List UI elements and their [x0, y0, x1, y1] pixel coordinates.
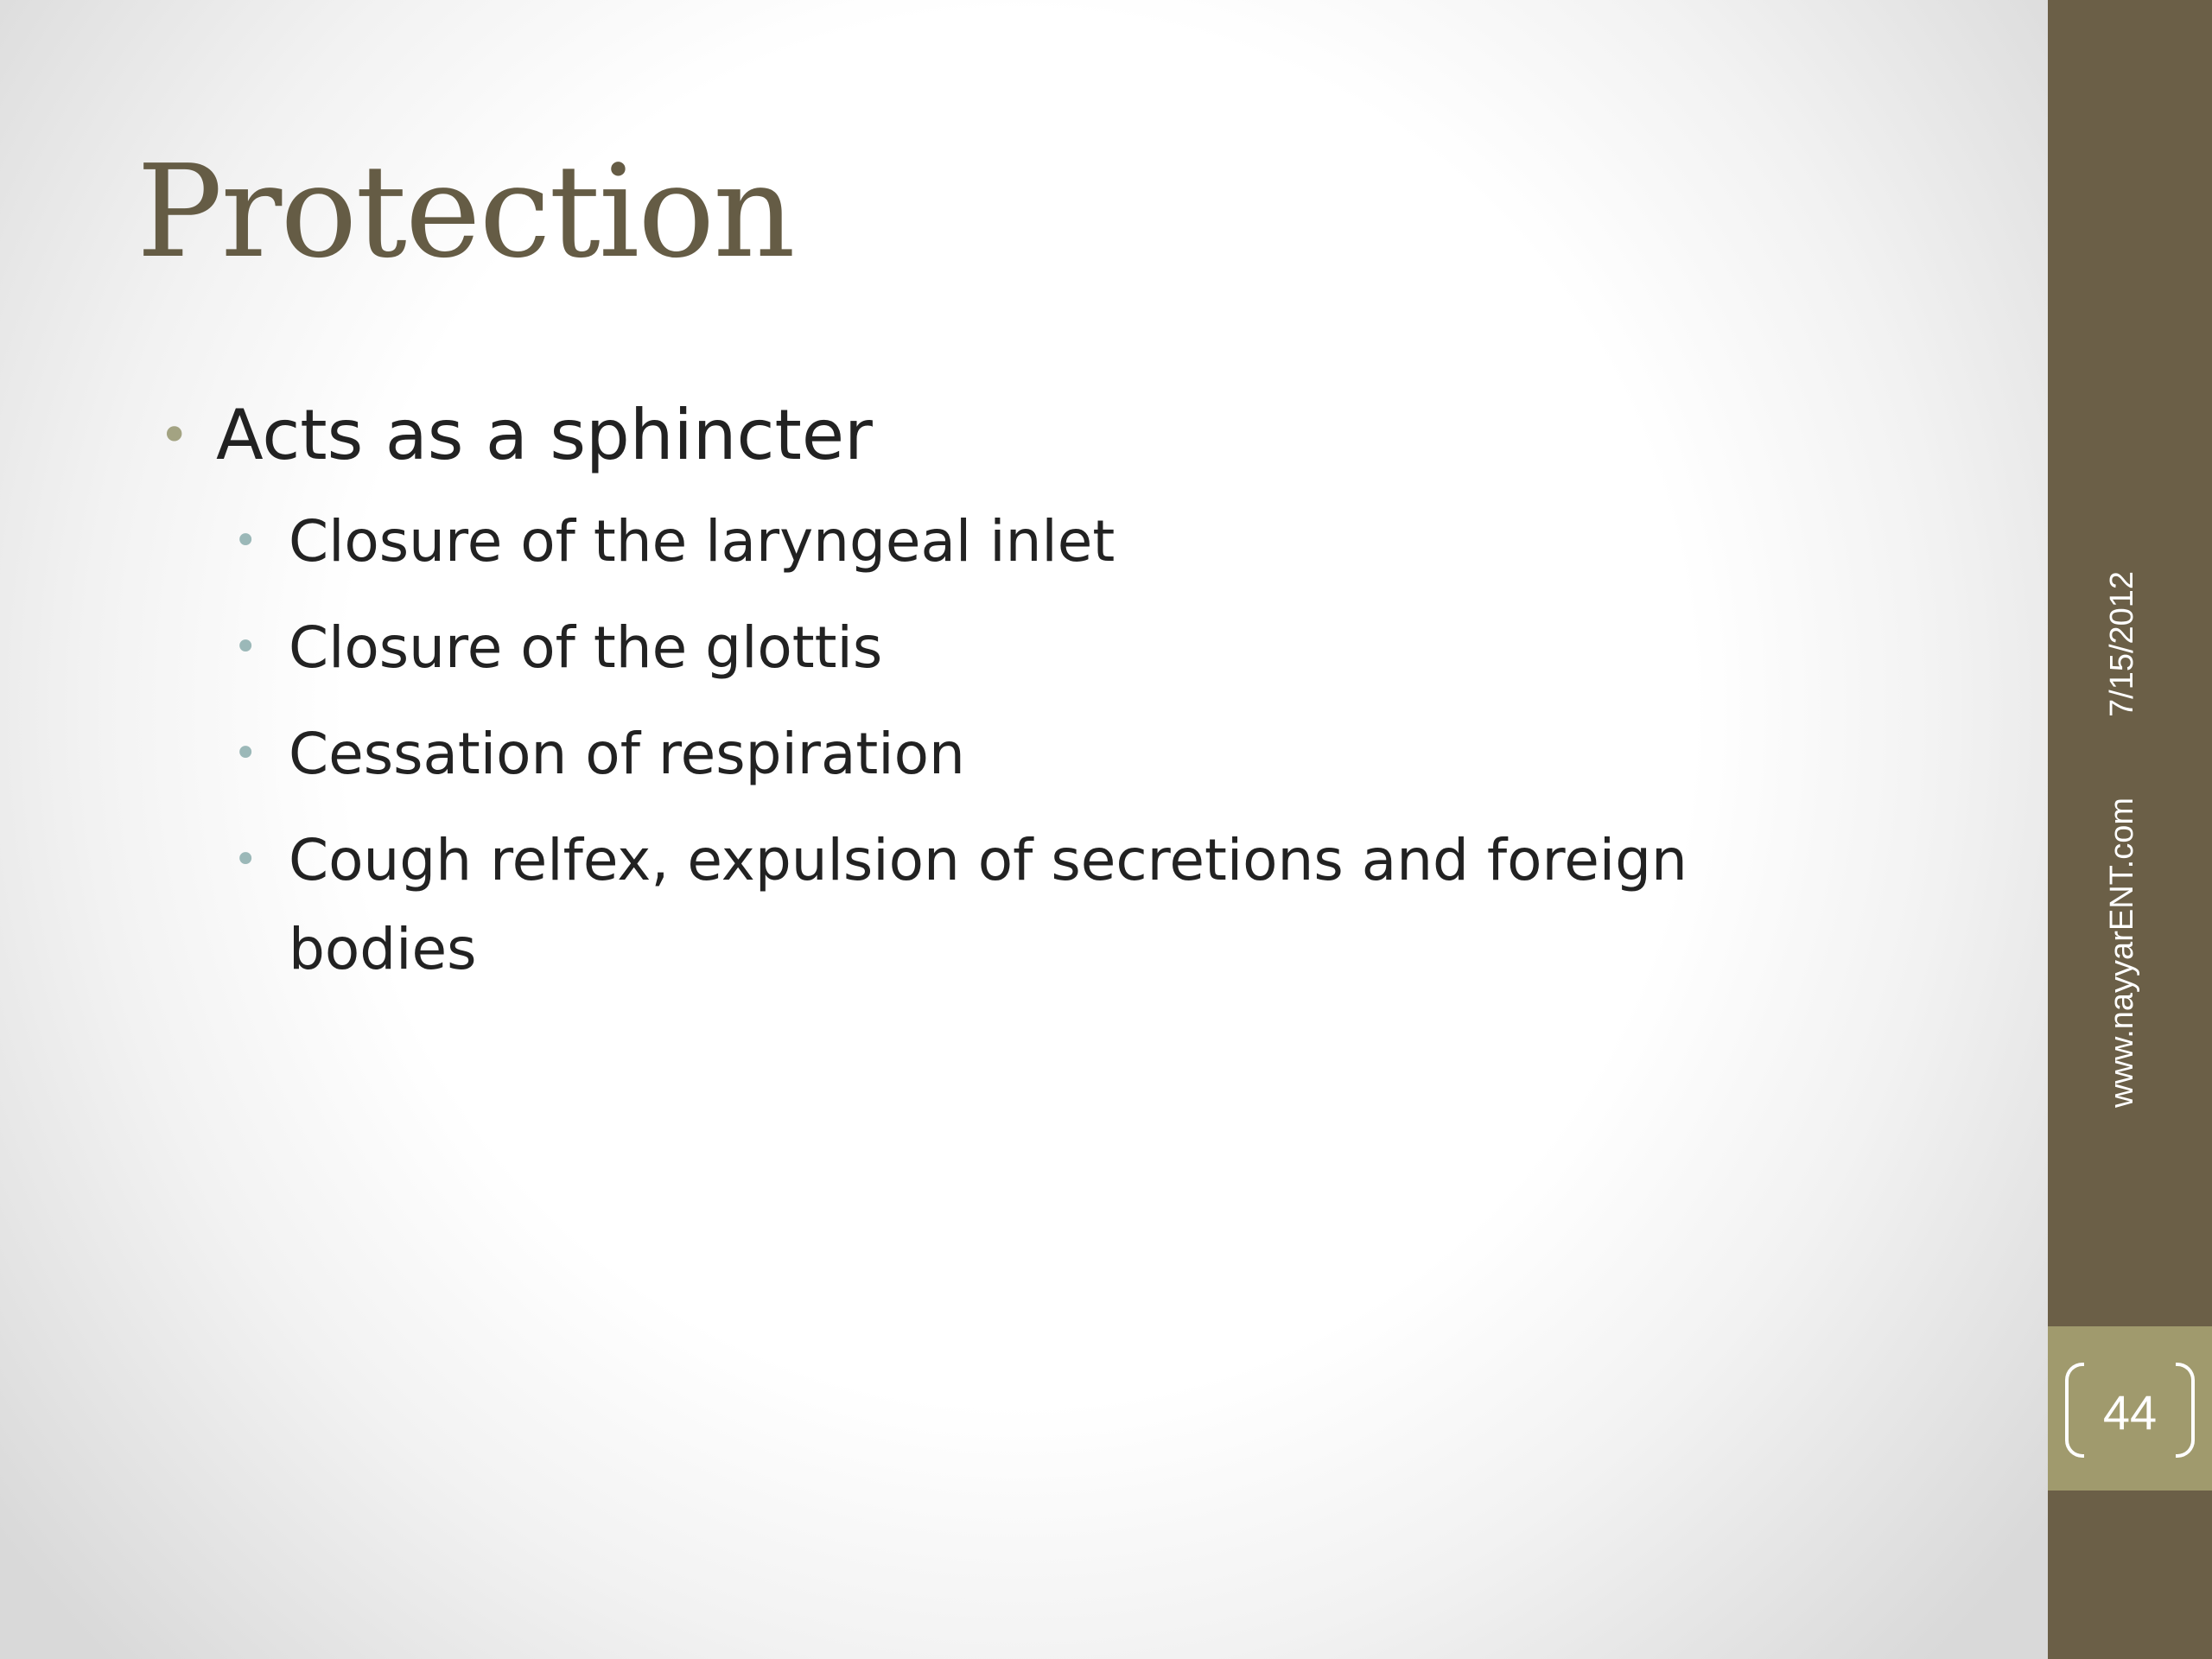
- sub-bullet-text: Cough relfex, expulsion of secretions and foreign bodies: [289, 827, 1688, 982]
- footer-website: www.nayyarENT.com: [2104, 798, 2140, 1108]
- page-number: 44: [2102, 1385, 2158, 1440]
- bullet-dot-icon: •: [233, 729, 258, 778]
- page-number-box: [2048, 1326, 2212, 1491]
- sub-bullet-item: [233, 816, 1783, 994]
- bullet-dot-icon: •: [233, 623, 258, 671]
- bullet-dot-icon: •: [159, 405, 190, 466]
- sub-bullet-text: Closure of the laryngeal inlet: [289, 508, 1116, 575]
- bullet-dot-icon: •: [233, 517, 258, 565]
- sub-bullet-item: [233, 603, 1783, 692]
- sub-bullet-text: Closure of the glottis: [289, 614, 883, 681]
- bullet-dot-icon: •: [233, 836, 258, 884]
- slide-date: 7/15/2012: [2104, 570, 2140, 717]
- slide-sidebar: [2048, 0, 2212, 1659]
- sub-bullet-item: [233, 497, 1783, 586]
- sub-bullet-text: Cessation of respiration: [289, 721, 965, 787]
- sub-bullet-item: [233, 709, 1783, 798]
- bullet-item: [159, 389, 1858, 482]
- slide-title: Protection: [137, 137, 794, 286]
- bullet-text: Acts as a sphincter: [216, 395, 873, 475]
